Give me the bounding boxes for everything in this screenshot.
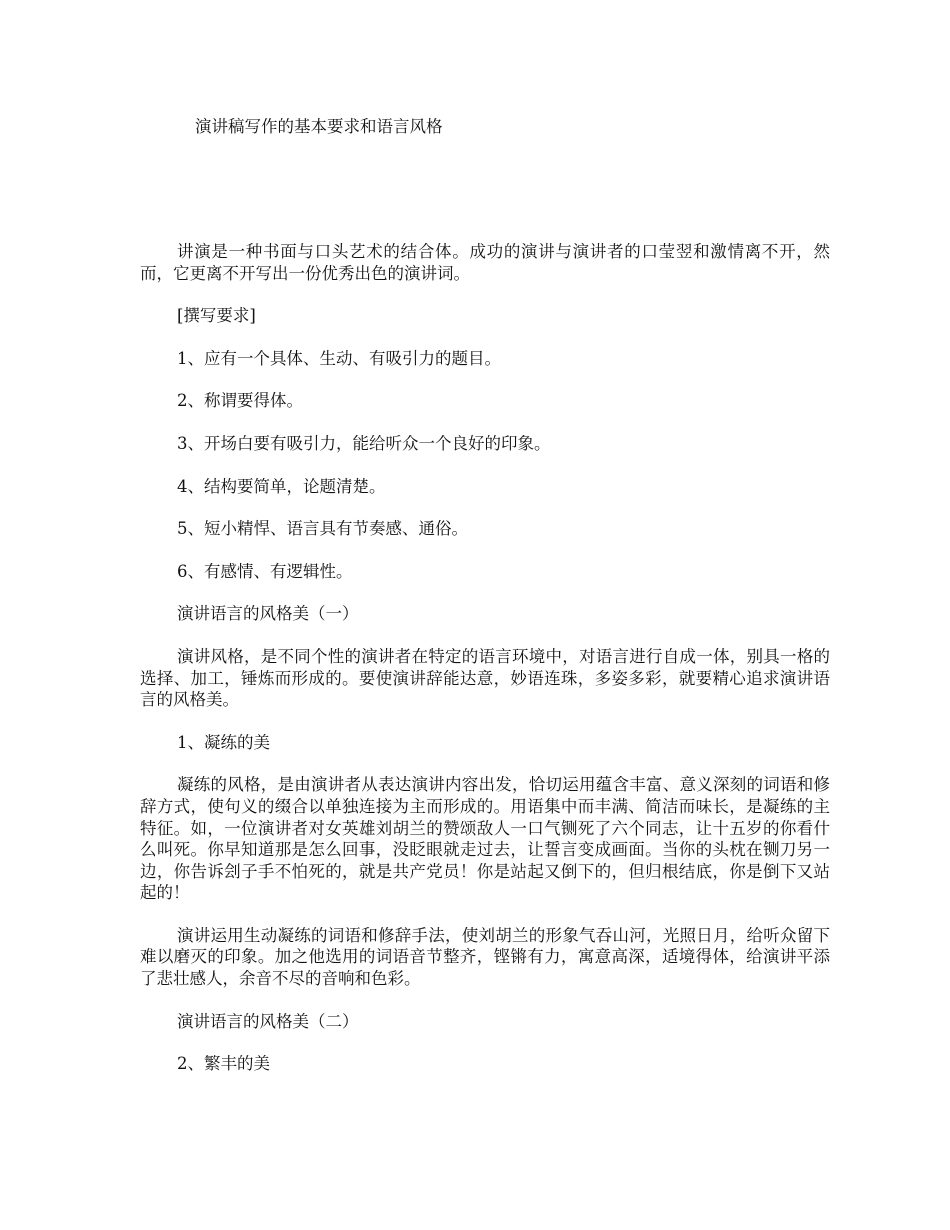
document-title: 演讲稿写作的基本要求和语言风格 bbox=[195, 117, 443, 136]
intro-paragraph: 讲演是一种书面与口头艺术的结合体。成功的演讲与演讲者的口莹翌和激情离不开，然而，它更离不开写出一份优秀出色的演讲词。 bbox=[140, 242, 830, 283]
section-heading-writing-requirements: [撰写要求] bbox=[177, 306, 256, 326]
requirement-item: 4、结构要简单，论题清楚。 bbox=[177, 476, 386, 496]
body-paragraph: 演讲风格，是不同个性的演讲者在特定的语言环境中，对语言进行自成一体，别具一格的选择、加工，锤炼而形成的。要使演讲辞能达意，妙语连珠，多姿多彩，就要精心追求演讲语言的风格美。 bbox=[140, 646, 830, 710]
section-heading-style-one: 演讲语言的风格美（一） bbox=[177, 604, 359, 624]
requirement-item: 5、短小精悍、语言具有节奏感、通俗。 bbox=[177, 519, 468, 539]
body-paragraph: 演讲运用生动凝练的词语和修辞手法，使刘胡兰的形象气吞山河，光照日月，给听众留下难以磨灭的印象。加之他选用的词语音节整齐，铿锵有力，寓意高深，适境得体，给演讲平添了悲壮感人，余音不尽的音响和色彩。 bbox=[140, 925, 830, 989]
requirement-item: 3、开场白要有吸引力，能给听众一个良好的印象。 bbox=[177, 433, 551, 453]
subsection-heading-concise: 1、凝练的美 bbox=[177, 732, 270, 752]
body-paragraph: 凝练的风格，是由演讲者从表达演讲内容出发，恰切运用蕴含丰富、意义深刻的词语和修辞方式，使句义的缀合以单独连接为主而形成的。用语集中而丰满、简洁而味长，是凝练的主特征。如，一位演讲者对女英雄刘胡兰的赞颂敌人一口气铡死了六个同志，让十五岁的你看什么叫死。你早知道那是怎么回事，没眨眼就走过去，让誓言变成画面。当你的头枕在铡刀另一边，你告诉刽子手不怕死的，就是共产党员！你是站起又倒下的，但归根结底，你是倒下又站起的！ bbox=[140, 775, 830, 903]
requirement-item: 2、称谓要得体。 bbox=[177, 391, 303, 411]
requirement-item: 1、应有一个具体、生动、有吸引力的题目。 bbox=[177, 348, 501, 368]
document-body bbox=[140, 241, 830, 1096]
requirement-item: 6、有感情、有逻辑性。 bbox=[177, 561, 353, 581]
section-heading-style-two: 演讲语言的风格美（二） bbox=[177, 1011, 359, 1031]
subsection-heading-rich: 2、繁丰的美 bbox=[177, 1054, 270, 1074]
